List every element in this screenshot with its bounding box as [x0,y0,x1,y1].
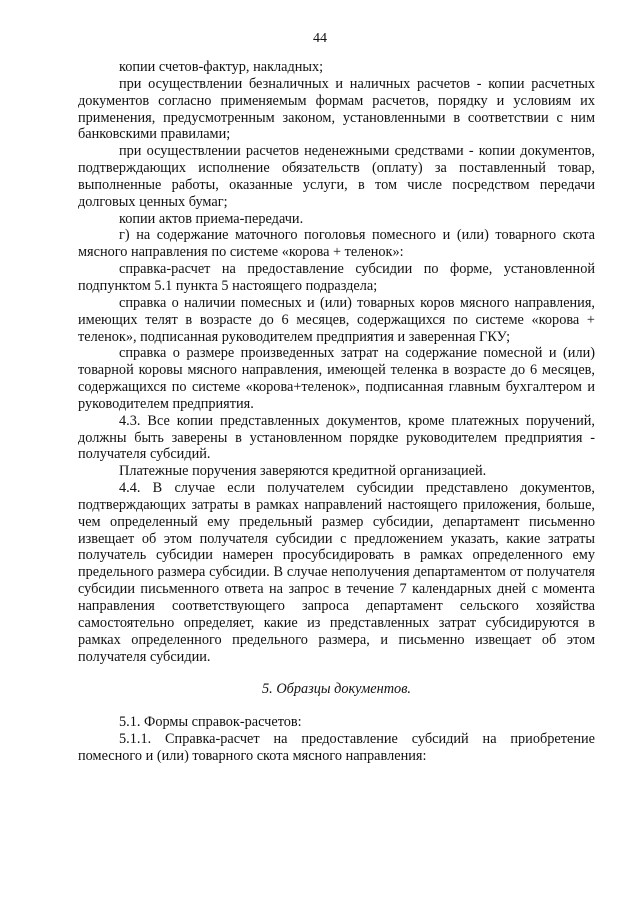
paragraph: 4.4. В случае если получателем субсидии представлено документов, подтверждающих затраты в рамках направлений настоящего приложения, больше, чем определенный ему предельный размер субсидии, департамент письменно извещает об этом получателя субсидии с предложением указать, какие затраты получатель субсидии намерен просубсидировать в рамках определенного ему предельного размера субсидии. В случае неполучения департаментом от получателя субсидии письменного ответа на запрос в течение 7 календарных дней с момента направления соответствующего запроса департамент сельского хозяйства самостоятельно определяет, какие из представленных затрат субсидируются в рамках определенного предельного размера, и письменно извещает об этом получателя субсидии. [78,480,595,665]
paragraph: копии счетов-фактур, накладных; [119,59,324,75]
paragraph: при осуществлении безналичных и наличных расчетов - копии расчетных документов согласно применяемым формам расчетов, порядку и условиям их применения, предусмотренным законом, установленными в соответствии с ним банковскими правилами; [78,75,595,143]
paragraph: справка-расчет на предоставление субсидии по форме, установленной подпунктом 5.1 пункта 5 настоящего подраздела; [78,261,595,294]
paragraph: 5.1. Формы справок-расчетов: [119,714,302,731]
section-title: 5. Образцы документов. [262,681,411,698]
paragraph: Платежные поручения заверяются кредитной организацией. [119,463,487,480]
paragraph: 4.3. Все копии представленных документов, кроме платежных поручений, должны быть заверены в установленном порядке руководителем предприятия - получателя субсидий. [78,412,595,463]
document-body [78,59,595,765]
paragraph: справка о размере произведенных затрат на содержание помесной и (или) товарной коровы мясного направления, имеющей теленка в возрасте до 6 месяцев, содержащихся по системе «корова+теленок», подписанная главным бухгалтером и руководителем предприятия. [78,345,595,412]
paragraph: копии актов приема-передачи. [119,210,304,227]
paragraph: при осуществлении расчетов неденежными средствами - копии документов, подтверждающих исполнение обязательств (оплату) за поставленный товар, выполненные работы, оказанные услуги, в том числе посредством передачи долговых ценных бумаг; [78,143,595,210]
paragraph: г) на содержание маточного поголовья помесного и (или) товарного скота мясного направления по системе «корова + теленок»: [78,227,595,261]
paragraph: 5.1.1. Справка-расчет на предоставление субсидий на приобретение помесного и (или) товарного скота мясного направления: [78,731,595,765]
page-number: 44 [313,31,327,46]
paragraph: справка о наличии помесных и (или) товарных коров мясного направления, имеющих телят в возрасте до 6 месяцев, содержащихся по системе «корова + теленок», подписанная руководителем предприятия и заверенная ГКУ; [78,294,595,345]
